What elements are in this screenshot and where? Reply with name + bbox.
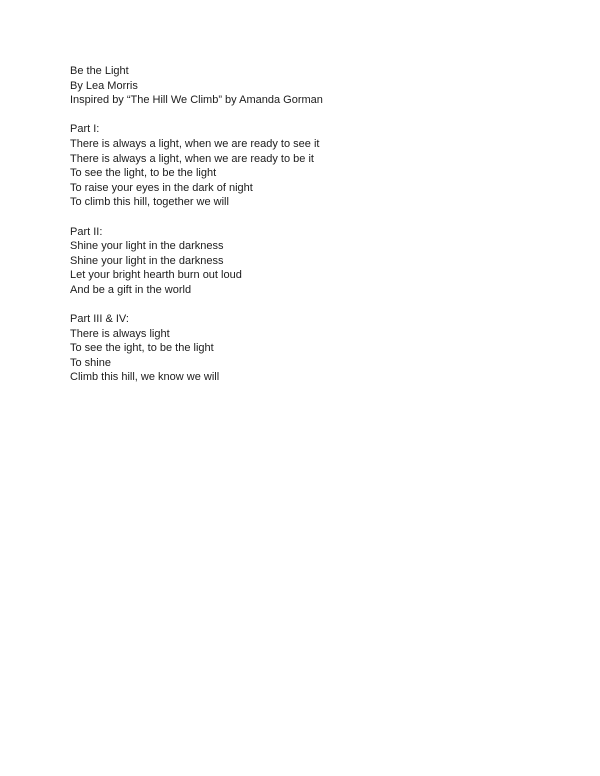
stanza-part-1: [70, 122, 560, 210]
lyric-line: There is always a light, when we are ready to see it: [70, 137, 320, 150]
header-block: [70, 64, 560, 108]
lyric-line: To see the light, to be the light: [70, 167, 217, 180]
section-heading: Part II:: [70, 225, 103, 238]
lyric-line: To raise your eyes in the dark of night: [70, 181, 253, 194]
byline: By Lea Morris: [70, 79, 138, 92]
section-heading: Part III & IV:: [70, 313, 129, 326]
lyric-line: To see the ight, to be the light: [70, 342, 214, 355]
lyric-line: To climb this hill, together we will: [70, 196, 229, 209]
lyric-line: There is always a light, when we are ready to be it: [70, 152, 314, 165]
lyric-line: Let your bright hearth burn out loud: [70, 269, 242, 282]
song-title: Be the Light: [70, 65, 129, 77]
section-heading: Part I:: [70, 123, 100, 136]
inspiration-credit: Inspired by “The Hill We Climb” by Amanda Gorman: [70, 94, 323, 107]
lyric-line: Shine your light in the darkness: [70, 254, 224, 267]
lyric-line: There is always light: [70, 327, 170, 340]
stanza-part-2: [70, 225, 560, 298]
stanza-part-3-4: [70, 312, 560, 385]
lyric-line: To shine: [70, 356, 111, 369]
lyric-line: And be a gift in the world: [70, 283, 192, 296]
lyric-line: Shine your light in the darkness: [70, 240, 224, 253]
lyrics-content: [70, 64, 560, 400]
lyric-line: Climb this hill, we know we will: [70, 371, 220, 384]
